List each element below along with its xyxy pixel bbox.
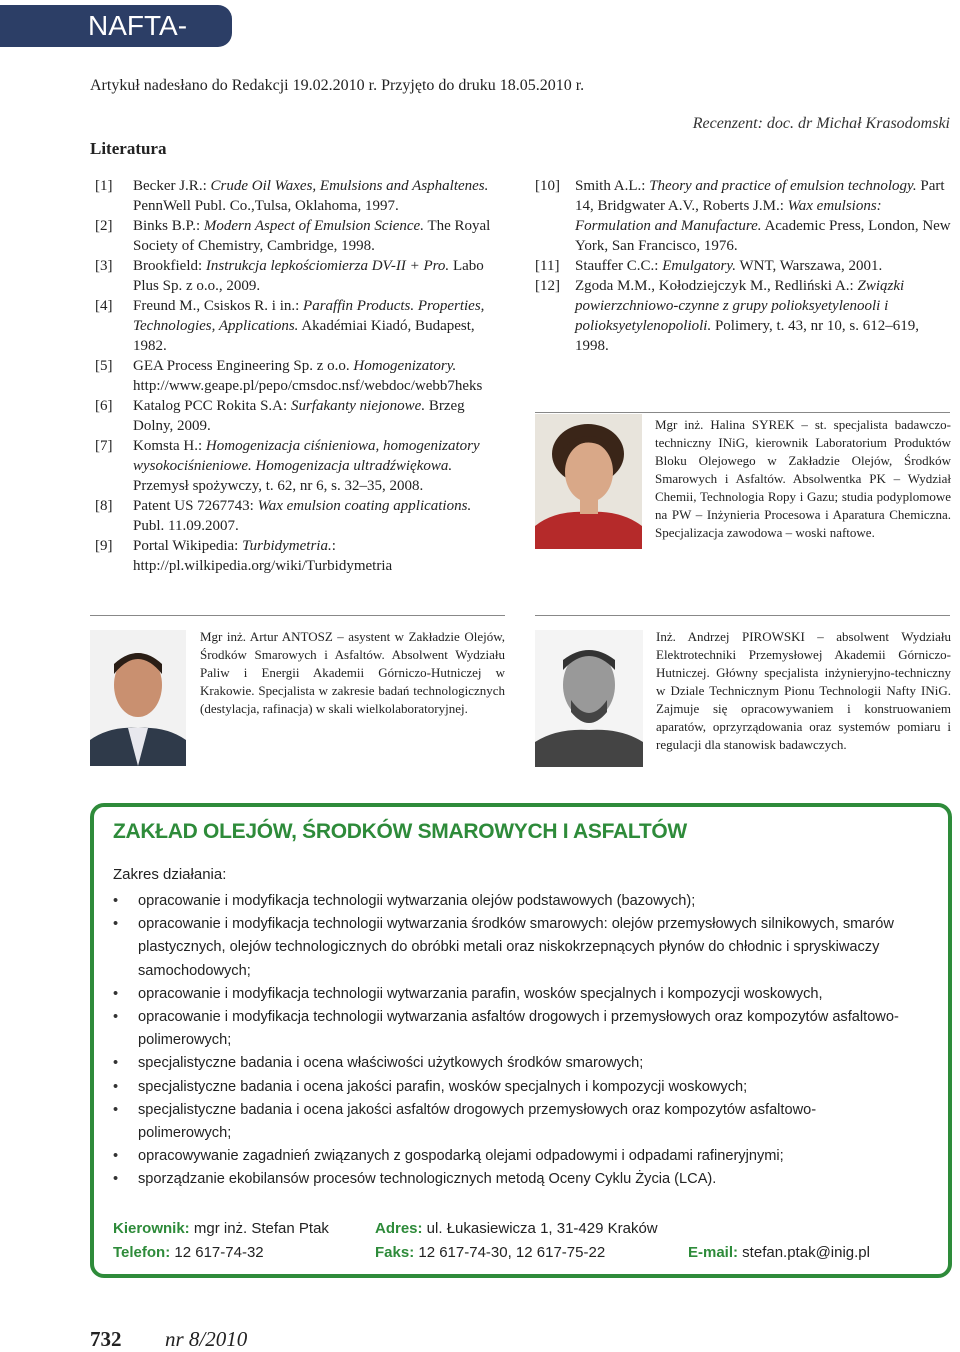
reference-number: [6] xyxy=(95,398,113,414)
reference-part: Stauffer C.C.: xyxy=(575,258,663,274)
reviewer: Recenzent: doc. dr Michał Krasodomski xyxy=(692,115,950,132)
head-label: Kierownik: xyxy=(113,1220,190,1237)
reference-item xyxy=(95,436,505,496)
reference-part: Modern Aspect of Emulsion Science. xyxy=(203,218,424,234)
address-label: Adres: xyxy=(375,1220,423,1237)
reference-text xyxy=(95,356,505,396)
reference-text xyxy=(535,256,953,276)
scope-item: • specjalistyczne badania i ocena właściwości użytkowych środków smarowych; xyxy=(113,1052,903,1075)
reference-part: Freund M., Csiskos R. i in.: xyxy=(133,298,304,314)
bio-pirowski: Inż. Andrzej PIROWSKI – absolwent Wydziału Elektrotechniki Przemysłowej Akademii Górniczo-Hutniczej. Główny specjalista inżynieryjno-techniczny w Dziale Technicznym Pionu Technologii Nafty INiG. Zajmuje się opracowywaniem i konstruowaniem aparatów, oprzyrządowania oraz systemów pomiaru i regulacji dla stanowisk badawczych. xyxy=(656,629,951,752)
scope-item: • opracowanie i modyfikacja technologii wytwarzania olejów podstawowych (bazowych); xyxy=(113,890,903,913)
reference-part: Becker J.R.: xyxy=(133,178,211,194)
reference-item xyxy=(95,356,505,396)
reference-part: Paraffin Products. Properties, Technologies, Applications. xyxy=(133,298,485,334)
email-label: E-mail: xyxy=(688,1244,739,1261)
reference-part: Publ. 11.09.2007. xyxy=(133,518,239,534)
fax-label: Faks: xyxy=(375,1244,415,1261)
page-number: 732 xyxy=(90,1327,122,1351)
reference-text xyxy=(95,256,505,296)
head-value: mgr inż. Stefan Ptak xyxy=(189,1220,329,1237)
reference-item xyxy=(95,496,505,536)
issue-number: nr 8/2010 xyxy=(165,1327,248,1351)
contact-fax xyxy=(375,1244,605,1261)
reference-part: Brookfield: xyxy=(133,258,206,274)
reference-number: [10] xyxy=(535,178,560,194)
reference-text xyxy=(95,396,505,436)
reference-number: [3] xyxy=(95,258,113,274)
reference-part: Katalog PCC Rokita S.A: xyxy=(133,398,291,414)
journal-header: NAFTA-GAZ xyxy=(0,5,232,47)
reference-part: Komsta H.: xyxy=(133,438,206,454)
reference-item xyxy=(535,276,953,356)
bio-antosz: Mgr inż. Artur ANTOSZ – asystent w Zakładzie Olejów, Środków Smarowych i Asfaltów. Absolwent Wydziału Paliw i Energii Akademii Górniczo-Hutniczej w Krakowie. Specjalista w zakresie badań technologicznych (destylacja, rafinacja) w skali wielkolaboratoryjnej. xyxy=(200,629,505,716)
reference-text xyxy=(95,496,505,536)
reference-part: Portal Wikipedia: xyxy=(133,538,243,554)
reference-text xyxy=(95,176,505,216)
reference-part: Homogenizatory. xyxy=(353,358,457,374)
reference-part: Surfakanty niejonowe. xyxy=(290,398,426,414)
author-photo-antosz xyxy=(90,630,186,766)
reference-text xyxy=(95,296,505,356)
scope-item: • opracowanie i modyfikacja technologii wytwarzania asfaltów drogowych i przemysłowych oraz kompozytów asfaltowo-polimerowych; xyxy=(113,1006,903,1052)
scope-item: • specjalistyczne badania i ocena jakości parafin, wosków specjalnych i kompozycji woskowych; xyxy=(113,1076,903,1099)
scope-item: • opracowywanie zagadnień związanych z gospodarką olejami odpadowymi i odpadami rafineryjnymi; xyxy=(113,1145,903,1168)
reference-item xyxy=(95,296,505,356)
reference-number: [9] xyxy=(95,538,113,554)
author-photo-pirowski xyxy=(535,630,643,767)
reference-part: : http://pl.wilkipedia.org/wiki/Turbidymetria xyxy=(133,538,393,574)
reference-part: PennWell Publ. Co.,Tulsa, Oklahoma, 1997. xyxy=(133,198,399,214)
reference-item xyxy=(95,396,505,436)
reference-part: Patent US 7267743: xyxy=(133,498,258,514)
fax-value: 12 617-74-30, 12 617-75-22 xyxy=(414,1244,606,1261)
reference-part: Smith A.L.: xyxy=(575,178,650,194)
reference-part: Przemysł spożywczy, t. 62, nr 6, s. 32–35, 2008. xyxy=(133,478,424,494)
reference-number: [1] xyxy=(95,178,113,194)
reference-part: Theory and practice of emulsion technology. xyxy=(649,178,917,194)
literature-title: Literatura xyxy=(90,139,167,158)
separator xyxy=(535,615,950,616)
reference-part: Akadémiai Kiadó, Budapest, 1982. xyxy=(133,318,475,354)
email-link[interactable]: stefan.ptak@inig.pl xyxy=(738,1244,870,1261)
reference-number: [7] xyxy=(95,438,113,454)
submission-dates: Artykuł nadesłano do Redakcji 19.02.2010 r. Przyjęto do druku 18.05.2010 r. xyxy=(90,77,585,94)
reference-text xyxy=(535,276,953,356)
reference-part: Brzeg Dolny, 2009. xyxy=(133,398,465,434)
scope-item: • opracowanie i modyfikacja technologii wytwarzania środków smarowych: olejów przemysłowych silnikowych, smarów plastycznych, olejów technologicznych do obróbki metali oraz niskokrzepnących płynów do chłodnic i spryskiwaczy samochodowych; xyxy=(113,913,903,983)
reference-number: [4] xyxy=(95,298,113,314)
phone-label: Telefon: xyxy=(113,1244,171,1261)
references-left xyxy=(95,176,505,576)
reference-item xyxy=(95,176,505,216)
separator xyxy=(535,412,950,413)
reference-number: [8] xyxy=(95,498,113,514)
reference-part: Homogenizacja ciśnieniowa, homogenizatory wysokociśnieniowe. Homogenizacja ultradźwiękowa. xyxy=(133,438,480,474)
scope-list xyxy=(113,890,903,1192)
reference-part: Polimery, t. 43, nr 10, s. 612–619, 1998. xyxy=(575,318,919,354)
contact-head xyxy=(113,1220,329,1237)
reference-number: [5] xyxy=(95,358,113,374)
reference-part: Związki powierzchniowo-czynne z grupy polioksyetylenooli i polioksyetylenopolioli. xyxy=(575,278,905,334)
bio-syrek: Mgr inż. Halina SYREK – st. specjalista badawczo-techniczny INiG, kierownik Laboratorium Produktów Bloku Olejowego w Zakładzie Olejów, Środków Smarowych i Asfaltów. Absolwentka PK – Wydział Chemii, Technologia Ropy i Gazu; studia podyplomowe na PW – Inżynieria Procesowa i Aparatura Chemiczna. Specjalizacja zawodowa – woski naftowe. xyxy=(655,417,951,540)
reference-item xyxy=(95,536,505,576)
reference-part: Wax emulsion coating applications. xyxy=(257,498,472,514)
reference-part: Wax emulsions: Formulation and Manufacture. xyxy=(575,198,882,234)
reference-number: [12] xyxy=(535,278,560,294)
reference-part: Crude Oil Waxes, Emulsions and Asphaltenes. xyxy=(210,178,489,194)
reference-text xyxy=(95,216,505,256)
contact-address xyxy=(375,1220,658,1237)
reference-part: The Royal Society of Chemistry, Cambridge, 1998. xyxy=(133,218,491,254)
separator xyxy=(90,615,505,616)
reference-part: Labo Plus Sp. z o.o., 2009. xyxy=(133,258,484,294)
reference-number: [2] xyxy=(95,218,113,234)
reference-text xyxy=(95,436,505,496)
reference-part: Emulgatory. xyxy=(662,258,736,274)
reference-item xyxy=(535,256,953,276)
department-title: ZAKŁAD OLEJÓW, ŚRODKÓW SMAROWYCH I ASFALTÓW xyxy=(113,820,687,843)
scope-label: Zakres działania: xyxy=(113,866,227,883)
reference-item xyxy=(95,256,505,296)
reference-part: Turbidymetria. xyxy=(242,538,332,554)
reference-part: Zgoda M.M., Kołodziejczyk M., Redliński A.: xyxy=(575,278,858,294)
reference-part: Instrukcja lepkościomierza DV-II + Pro. xyxy=(205,258,450,274)
scope-item: • sporządzanie ekobilansów procesów technologicznych metodą Oceny Cyklu Życia (LCA). xyxy=(113,1168,903,1191)
reference-text xyxy=(535,176,953,256)
reference-number: [11] xyxy=(535,258,560,274)
reference-part: Part 14, Bridgwater A.V., Roberts J.M.: xyxy=(575,178,945,214)
address-value: ul. Łukasiewicza 1, 31-429 Kraków xyxy=(422,1220,658,1237)
reference-part: http://www.geape.pl/pepo/cmsdoc.nsf/webdoc/webb7heks xyxy=(133,378,483,394)
contact-email xyxy=(688,1244,870,1261)
phone-value: 12 617-74-32 xyxy=(170,1244,264,1261)
reference-item xyxy=(95,216,505,256)
scope-item: • specjalistyczne badania i ocena jakości asfaltów drogowych przemysłowych oraz kompozytów asfaltowo-polimerowych; xyxy=(113,1099,903,1145)
reference-text xyxy=(95,536,505,576)
reference-part: Binks B.P.: xyxy=(133,218,204,234)
scope-item: • opracowanie i modyfikacja technologii wytwarzania parafin, wosków specjalnych i kompozycji woskowych, xyxy=(113,983,903,1006)
references-right xyxy=(535,176,953,356)
author-photo-syrek xyxy=(535,414,642,549)
reference-part: WNT, Warszawa, 2001. xyxy=(735,258,883,274)
reference-part: GEA Process Engineering Sp. z o.o. xyxy=(133,358,354,374)
contact-phone xyxy=(113,1244,264,1261)
reference-part: Academic Press, London, New York, San Francisco, 1976. xyxy=(575,218,951,254)
reference-item xyxy=(535,176,953,256)
